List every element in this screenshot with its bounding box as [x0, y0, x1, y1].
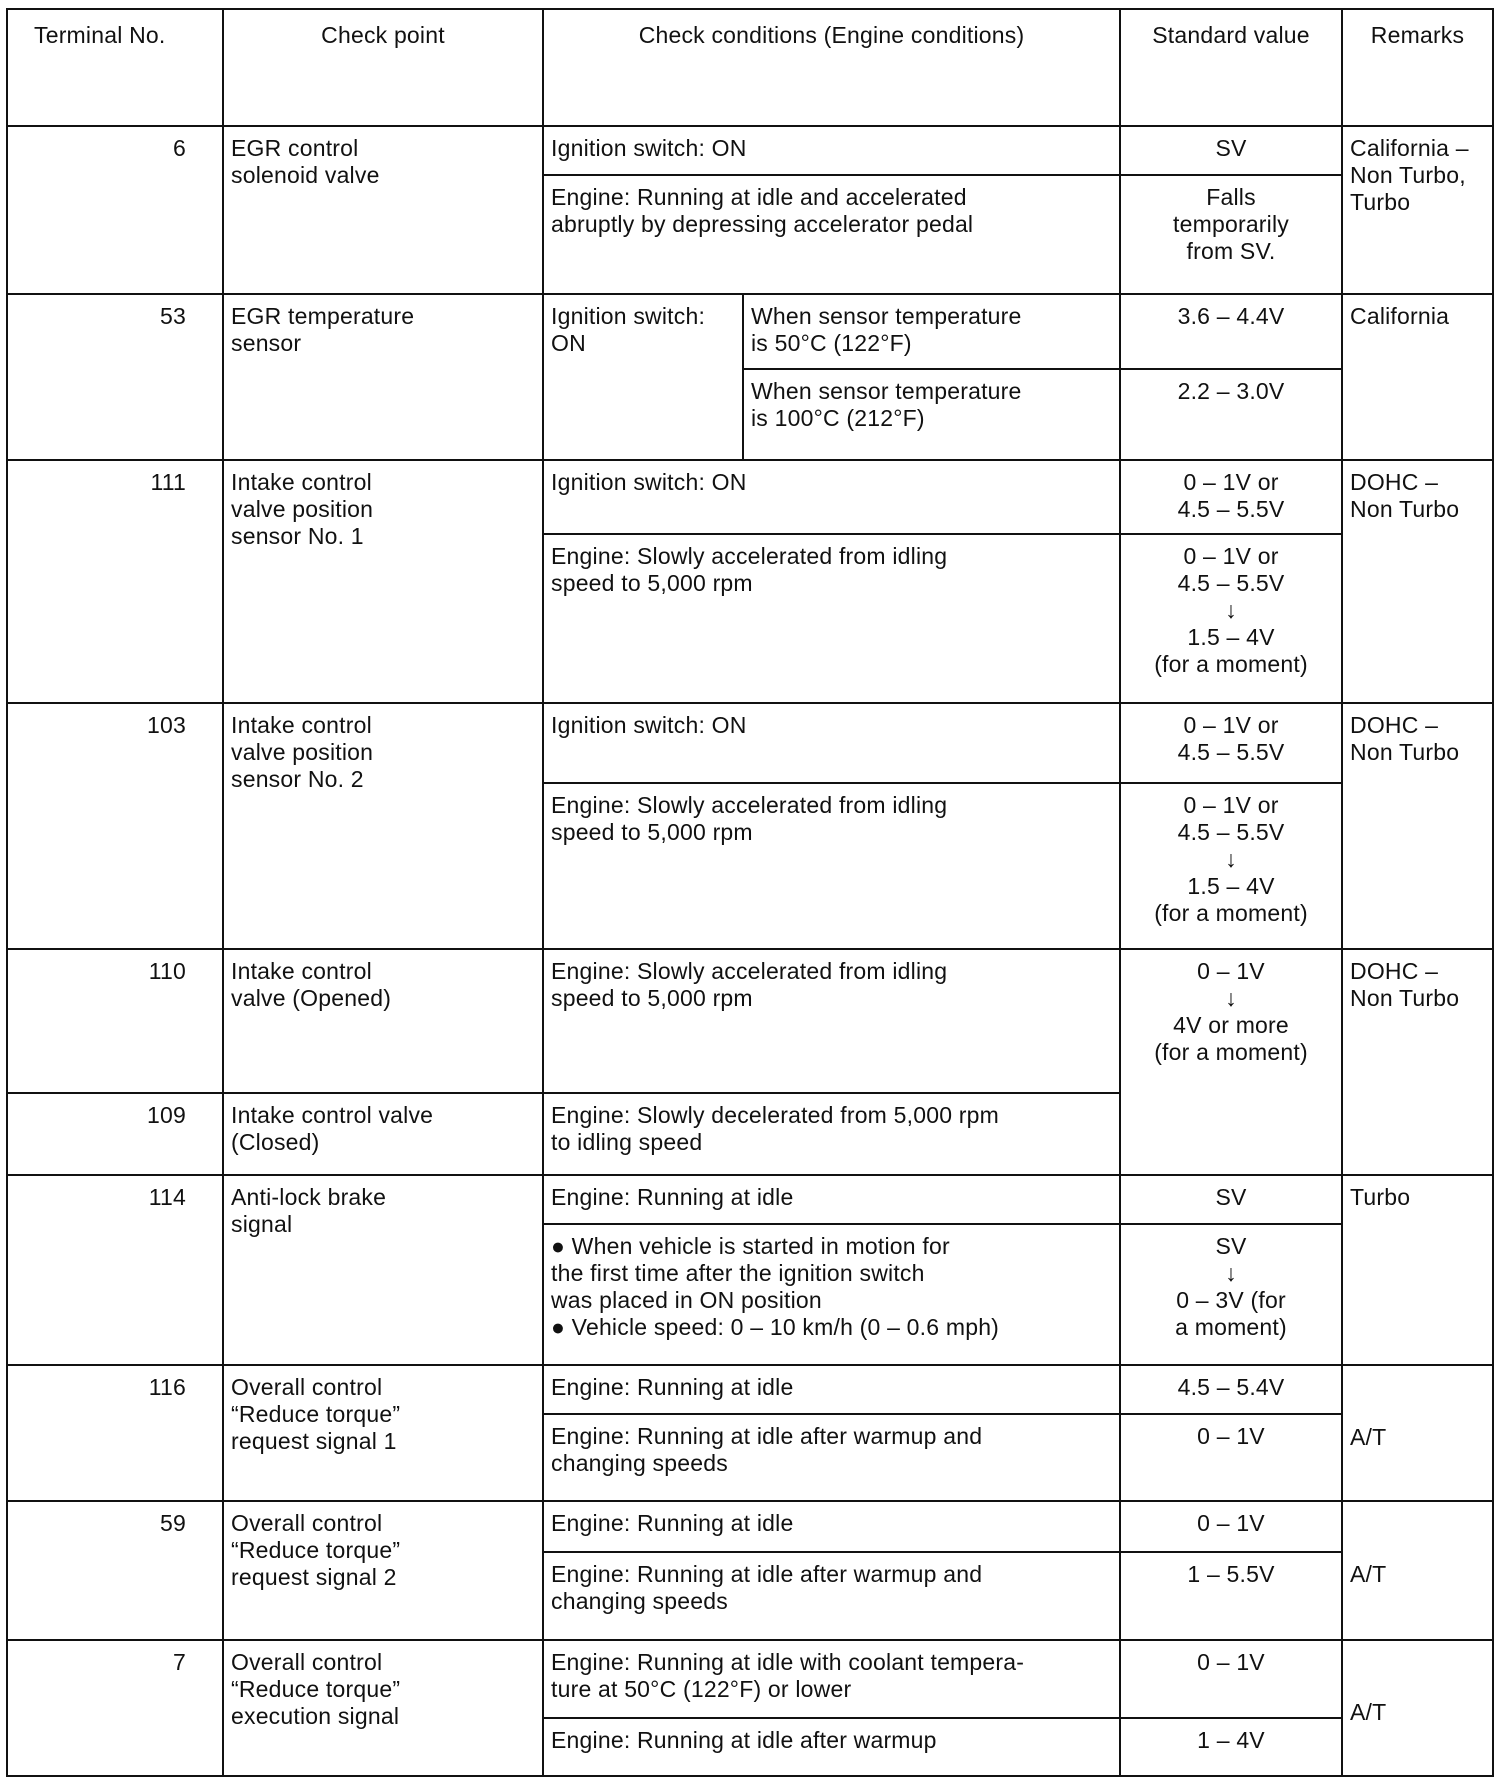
condition: Engine: Slowly accelerated from idling speed to 5,000 rpm	[543, 534, 1120, 703]
standard-value: 0 – 1V or 4.5 – 5.5V	[1120, 703, 1342, 783]
condition: Engine: Running at idle	[543, 1175, 1120, 1224]
table-row	[7, 1175, 1493, 1224]
condition: Engine: Running at idle after warmup	[543, 1718, 1120, 1776]
standard-value: 0 – 1V	[1120, 1640, 1342, 1718]
standard-value: 0 – 1V or 4.5 – 5.5V ↓ 1.5 – 4V (for a moment)	[1120, 534, 1342, 703]
condition: Engine: Running at idle	[543, 1365, 1120, 1414]
remarks: DOHC – Non Turbo	[1342, 460, 1493, 703]
condition: Engine: Running at idle after warmup and changing speeds	[543, 1414, 1120, 1501]
header-remarks: Remarks	[1342, 9, 1493, 126]
remarks: Turbo	[1342, 1175, 1493, 1365]
check-point: Intake control valve position sensor No. 1	[223, 460, 543, 703]
condition: Engine: Slowly decelerated from 5,000 rpm to idling speed	[543, 1093, 1120, 1175]
condition: When sensor temperature is 100°C (212°F)	[743, 369, 1120, 460]
condition: Ignition switch: ON	[543, 703, 1120, 783]
header-conditions: Check conditions (Engine conditions)	[543, 9, 1120, 126]
standard-value: Falls temporarily from SV.	[1120, 175, 1342, 294]
condition: Engine: Running at idle and accelerated abruptly by depressing accelerator pedal	[543, 175, 1120, 294]
condition: Engine: Running at idle with coolant tempera- ture at 50°C (122°F) or lower	[543, 1640, 1120, 1718]
standard-value: SV	[1120, 1175, 1342, 1224]
standard-value: 0 – 1V ↓ 4V or more (for a moment)	[1120, 949, 1342, 1175]
remarks: A/T	[1342, 1501, 1493, 1640]
condition: Ignition switch: ON	[543, 460, 1120, 534]
terminal-no: 110	[7, 949, 223, 1093]
table-row	[7, 703, 1493, 783]
condition: When sensor temperature is 50°C (122°F)	[743, 294, 1120, 369]
remarks: DOHC – Non Turbo	[1342, 949, 1493, 1175]
condition: Ignition switch: ON	[543, 126, 1120, 175]
standard-value: 4.5 – 5.4V	[1120, 1365, 1342, 1414]
remarks: California	[1342, 294, 1493, 460]
terminal-check-table	[6, 8, 1494, 1777]
remarks: California – Non Turbo, Turbo	[1342, 126, 1493, 294]
terminal-no: 111	[7, 460, 223, 703]
terminal-no: 116	[7, 1365, 223, 1501]
terminal-no: 53	[7, 294, 223, 460]
condition: ● When vehicle is started in motion for the first time after the ignition switch was placed in ON position ● Vehicle speed: 0 – 10 km/h (0 – 0.6 mph)	[543, 1224, 1120, 1365]
check-point: Overall control “Reduce torque” execution signal	[223, 1640, 543, 1776]
header-check-point: Check point	[223, 9, 543, 126]
table-row	[7, 1501, 1493, 1552]
terminal-no: 6	[7, 126, 223, 294]
table-row	[7, 126, 1493, 175]
check-point: Overall control “Reduce torque” request signal 2	[223, 1501, 543, 1640]
remarks: A/T	[1342, 1640, 1493, 1776]
check-point: Overall control “Reduce torque” request signal 1	[223, 1365, 543, 1501]
condition: Engine: Running at idle	[543, 1501, 1120, 1552]
standard-value: 0 – 1V	[1120, 1414, 1342, 1501]
check-point: Anti-lock brake signal	[223, 1175, 543, 1365]
table-row	[7, 1365, 1493, 1414]
condition: Engine: Slowly accelerated from idling speed to 5,000 rpm	[543, 949, 1120, 1093]
standard-value: SV	[1120, 126, 1342, 175]
header-terminal: Terminal No.	[7, 9, 223, 126]
remarks: DOHC – Non Turbo	[1342, 703, 1493, 949]
terminal-no: 109	[7, 1093, 223, 1175]
table-row	[7, 1640, 1493, 1718]
standard-value: 1 – 5.5V	[1120, 1552, 1342, 1640]
check-point: Intake control valve (Opened)	[223, 949, 543, 1093]
condition-group: Ignition switch: ON	[543, 294, 743, 460]
terminal-no: 114	[7, 1175, 223, 1365]
condition: Engine: Running at idle after warmup and changing speeds	[543, 1552, 1120, 1640]
standard-value: SV ↓ 0 – 3V (for a moment)	[1120, 1224, 1342, 1365]
standard-value: 0 – 1V or 4.5 – 5.5V	[1120, 460, 1342, 534]
terminal-no: 59	[7, 1501, 223, 1640]
check-point: EGR temperature sensor	[223, 294, 543, 460]
terminal-no: 7	[7, 1640, 223, 1776]
remarks: A/T	[1342, 1365, 1493, 1501]
check-point: EGR control solenoid valve	[223, 126, 543, 294]
table-row	[7, 460, 1493, 534]
terminal-no: 103	[7, 703, 223, 949]
table-row	[7, 949, 1493, 1093]
standard-value: 0 – 1V	[1120, 1501, 1342, 1552]
condition: Engine: Slowly accelerated from idling speed to 5,000 rpm	[543, 783, 1120, 949]
header-row	[7, 9, 1493, 126]
header-standard: Standard value	[1120, 9, 1342, 126]
standard-value: 2.2 – 3.0V	[1120, 369, 1342, 460]
standard-value: 1 – 4V	[1120, 1718, 1342, 1776]
standard-value: 3.6 – 4.4V	[1120, 294, 1342, 369]
standard-value: 0 – 1V or 4.5 – 5.5V ↓ 1.5 – 4V (for a moment)	[1120, 783, 1342, 949]
check-point: Intake control valve position sensor No. 2	[223, 703, 543, 949]
table-row	[7, 294, 1493, 369]
check-point: Intake control valve (Closed)	[223, 1093, 543, 1175]
